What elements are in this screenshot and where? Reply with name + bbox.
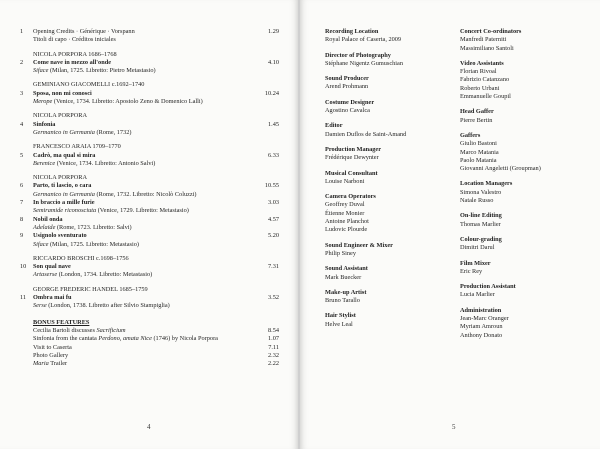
track-group: [14, 112, 279, 137]
credit-name: Giulio Bastoni: [460, 140, 497, 148]
track-duration: 7.31: [267, 263, 279, 271]
credit-name: Jean-Marc Oranger: [460, 315, 509, 323]
credit-section: [460, 28, 595, 53]
credit-role: Location Managers: [460, 180, 513, 188]
credit-name: Massimiliano Santoli: [460, 44, 514, 52]
track-group: [14, 255, 279, 280]
work-detail: (Venice, 1734. Libretto: Apostolo Zeno & Domenico Lalli): [52, 98, 203, 106]
credit-name: Étienne Monier: [325, 209, 365, 217]
credit-role: Colour-grading: [460, 235, 502, 243]
track-row: [14, 129, 279, 137]
credit-section: [325, 99, 460, 116]
composer-name: GEMINIANO GIACOMELLI c.1692–1740: [33, 81, 145, 89]
work-title: Adelaide: [33, 223, 56, 231]
credit-section: [325, 193, 460, 234]
credit-role: On-line Editing: [460, 212, 502, 220]
credit-section: [460, 260, 595, 277]
track-row: [14, 59, 279, 67]
work-detail: (London, 1738. Libretto after Silvio Stampiglia): [46, 302, 170, 310]
track-title: Opening Credits · Générique · Vorspann: [33, 28, 135, 35]
work-title: Berenice: [33, 159, 56, 167]
track-title: Usignolo sventurato: [33, 232, 87, 240]
composer-name: RICCARDO BROSCHI c.1698–1756: [33, 254, 129, 262]
work-title: Serse: [33, 302, 47, 310]
track-title: Titoli di capo · Créditos iniciales: [33, 36, 116, 44]
track-duration: 10.24: [264, 89, 279, 97]
work-title: Germanico in Germania: [33, 190, 95, 198]
credit-role: Video Assistants: [460, 59, 504, 67]
bonus-duration: 1.07: [267, 335, 279, 343]
track-group: [14, 51, 279, 76]
work-detail: (Rome, 1732. Libretto: Nicolò Coluzzi): [94, 190, 197, 198]
track-row: [14, 28, 279, 36]
credit-section: [325, 242, 460, 259]
credit-name: Geoffrey Duval: [325, 201, 365, 209]
track-row: [14, 199, 279, 207]
track-row: [14, 207, 279, 215]
credit-name: Giovanni Angeletti (Groupman): [460, 165, 541, 173]
track-title: Sinfonia: [33, 120, 56, 128]
bonus-detail: Trailer: [48, 360, 68, 368]
track-row: [14, 271, 279, 279]
bonus-duration: 7.11: [268, 343, 279, 351]
work-detail: (Venice, 1729. Libretto: Metastasio): [96, 207, 189, 215]
credit-role: Recording Location: [325, 28, 379, 35]
credit-name: Damien Duflos de Saint-Amand: [325, 130, 407, 138]
track-title: Cadrò, ma qual si mira: [33, 151, 96, 159]
bonus-heading: BONUS FEATURES: [33, 318, 90, 326]
track-row: [14, 302, 279, 310]
credit-role: Gaffers: [460, 131, 481, 139]
credit-section: [325, 289, 460, 306]
credit-role: Camera Operators: [325, 193, 376, 201]
left-page: [0, 0, 298, 449]
track-number: 9: [20, 232, 24, 240]
track-row: [14, 224, 279, 232]
work-title: Merope: [33, 98, 53, 106]
track-title: Sposa, non mi conosci: [33, 89, 92, 97]
track-title: Son qual nave: [33, 263, 71, 271]
credit-name: Agostino Cavalca: [325, 107, 370, 115]
track-title: Parto, ti lascio, o cara: [33, 182, 92, 190]
credit-name: Louise Narboni: [325, 177, 365, 185]
track-group: [14, 286, 279, 311]
bonus-row: [14, 352, 279, 360]
credit-section: [460, 180, 595, 205]
credit-name: Marco Matania: [460, 148, 499, 156]
credit-name: Anthony Donato: [460, 331, 503, 339]
work-title: Germanico in Germania: [33, 128, 95, 136]
composer-name: FRANCESCO ARAIA 1709–1770: [33, 143, 121, 151]
credit-name: Simona Valestro: [460, 188, 502, 196]
credits-column-1: [325, 28, 460, 336]
credit-role: Production Manager: [325, 145, 382, 153]
credit-role: Production Assistant: [460, 283, 516, 291]
credit-section: [460, 283, 595, 300]
credit-role: Sound Assistant: [325, 265, 368, 273]
bonus-row: [14, 327, 279, 335]
credit-name: Ludovic Plourde: [325, 226, 368, 234]
credit-name: Arend Prohmann: [325, 83, 369, 91]
credit-section: [460, 132, 595, 173]
bonus-duration: 8.54: [267, 326, 279, 334]
track-title: Come nave in mezzo all'onde: [33, 58, 112, 66]
credit-name: Paolo Matania: [460, 156, 497, 164]
track-title: Nobil onda: [33, 215, 63, 223]
credit-role: Director of Photography: [325, 51, 391, 59]
bonus-work: Maria: [33, 360, 49, 368]
bonus-row: [14, 344, 279, 352]
track-number: 2: [20, 58, 24, 66]
work-detail: (Milan, 1725. Libretto: Metastasio): [48, 240, 139, 248]
track-duration: 3.03: [267, 199, 279, 207]
track-number: 10: [20, 263, 27, 271]
credit-name: Stéphane Nigentz Gumuschian: [325, 59, 403, 67]
credit-name: Emmanuelle Goupil: [460, 93, 511, 101]
track-duration: 4.57: [267, 215, 279, 223]
track-row: [14, 121, 279, 129]
credits-column-2: [460, 28, 595, 347]
bonus-title: Sinfonia from the cantata: [33, 335, 99, 343]
credit-name: Roberto Urbani: [460, 84, 500, 92]
credit-name: Myriam Amroun: [460, 323, 503, 331]
track-number: 4: [20, 120, 24, 128]
work-title: Artaserse: [33, 271, 58, 279]
credit-name: Natale Russo: [460, 197, 494, 205]
credit-name: Fabrizio Catanzano: [460, 76, 510, 84]
track-duration: 4.10: [267, 58, 279, 66]
credit-section: [325, 146, 460, 163]
work-detail: (Milan, 1725. Libretto: Pietro Metastasio): [48, 67, 156, 75]
credit-section: [325, 28, 460, 45]
track-number: 8: [20, 215, 24, 223]
bonus-title: Photo Gallery: [33, 351, 69, 359]
track-number: 6: [20, 182, 24, 190]
credit-section: [460, 60, 595, 101]
credit-section: [460, 108, 595, 125]
track-group: [14, 81, 279, 106]
bonus-title: Visit to Caserta: [33, 343, 72, 351]
credit-role: Administration: [460, 306, 502, 314]
credit-name: Mark Buecker: [325, 273, 362, 281]
track-row: [14, 98, 279, 106]
bonus-row: [14, 335, 279, 343]
credit-name: Frédérique Dewynter: [325, 154, 379, 162]
work-title: Semiramide riconosciuta: [33, 207, 97, 215]
track-number: 1: [20, 28, 24, 35]
work-detail: (London, 1734. Libretto: Metastasio): [57, 271, 153, 279]
track-row: [14, 191, 279, 199]
track-duration: 1.29: [267, 28, 279, 35]
track-row: [14, 90, 279, 98]
credit-role: Editor: [325, 122, 343, 130]
credit-section: [460, 212, 595, 229]
track-row: [14, 67, 279, 75]
track-row: [14, 294, 279, 302]
track-row: [14, 232, 279, 240]
track-title: In braccio a mille furie: [33, 199, 95, 207]
track-duration: 10.55: [264, 182, 279, 190]
track-number: 3: [20, 89, 24, 97]
credit-section: [325, 122, 460, 139]
track-group: [14, 28, 279, 45]
track-row: [14, 36, 279, 44]
work-title: Siface: [33, 240, 49, 248]
credit-role: Make-up Artist: [325, 288, 367, 296]
credit-role: Musical Consultant: [325, 169, 378, 177]
work-detail: (Rome, 1732): [94, 128, 132, 136]
track-row: [14, 263, 279, 271]
credit-section: [325, 170, 460, 187]
credit-section: [325, 52, 460, 69]
track-number: 5: [20, 151, 24, 159]
credit-name: Eric Rey: [460, 267, 483, 275]
credit-name: Thomas Marlier: [460, 220, 501, 228]
composer-name: NICOLA PORPORA: [33, 174, 88, 182]
credit-section: [460, 307, 595, 340]
credit-name: Pierre Bertin: [460, 116, 493, 124]
track-duration: 1.45: [267, 120, 279, 128]
bonus-duration: 2.32: [267, 351, 279, 359]
credit-section: [460, 236, 595, 253]
bonus-work: Sacrificium: [96, 326, 126, 334]
track-row: [14, 160, 279, 168]
composer-name: NICOLA PORPORA: [33, 112, 88, 120]
credit-role: Concert Co-ordinators: [460, 28, 522, 35]
track-number: 11: [20, 294, 27, 302]
track-duration: 6.33: [267, 151, 279, 159]
work-detail: (Rome, 1723. Libretto: Salvi): [55, 223, 132, 231]
bonus-title: Cecilia Bartoli discusses: [33, 326, 97, 334]
bonus-row: [14, 360, 279, 368]
track-row: [14, 241, 279, 249]
track-duration: 5.20: [267, 232, 279, 240]
credit-name: Manfredi Paterniti: [460, 36, 507, 44]
credit-role: Head Gaffer: [460, 108, 494, 116]
bonus-detail: (1746) by Nicola Porpora: [151, 335, 218, 343]
bonus-work: Perdono, amata Nice: [98, 335, 152, 343]
credit-name: Philip Siney: [325, 249, 356, 257]
composer-name: NICOLA PORPORA 1686–1768: [33, 50, 117, 58]
bonus-duration: 2.22: [267, 360, 279, 368]
page-number-left: 4: [147, 423, 151, 431]
track-row: [14, 216, 279, 224]
credit-name: Lucia Marlier: [460, 291, 495, 299]
track-row: [14, 152, 279, 160]
credit-role: Sound Engineer & Mixer: [325, 241, 393, 249]
credit-section: [325, 75, 460, 92]
credit-name: Antoine Planchot: [325, 218, 369, 226]
track-duration: 3.52: [267, 294, 279, 302]
credit-name: Florian Rivoal: [460, 68, 497, 76]
credit-role: Sound Producer: [325, 75, 369, 83]
credit-section: [325, 265, 460, 282]
track-row: [14, 182, 279, 190]
work-title: Siface: [33, 67, 49, 75]
track-group: [14, 174, 279, 249]
work-detail: (Venice, 1734. Libretto: Antonio Salvi): [55, 159, 156, 167]
credit-name: Dimitri Darul: [460, 244, 495, 252]
credit-name: Helve Leal: [325, 320, 353, 328]
credit-name: Royal Palace of Caserta, 2009: [325, 36, 402, 44]
track-list: [14, 28, 279, 368]
credit-role: Costume Designer: [325, 98, 375, 106]
track-group: [14, 143, 279, 168]
composer-name: GEORGE FREDERIC HANDEL 1685–1759: [33, 285, 148, 293]
credit-section: [325, 312, 460, 329]
credit-role: Hair Stylist: [325, 312, 356, 320]
page-number-right: 5: [452, 423, 456, 431]
track-title: Ombra mai fu: [33, 294, 72, 302]
track-number: 7: [20, 199, 24, 207]
credit-role: Film Mixer: [460, 259, 491, 267]
credit-name: Bruno Tarallo: [325, 297, 360, 305]
